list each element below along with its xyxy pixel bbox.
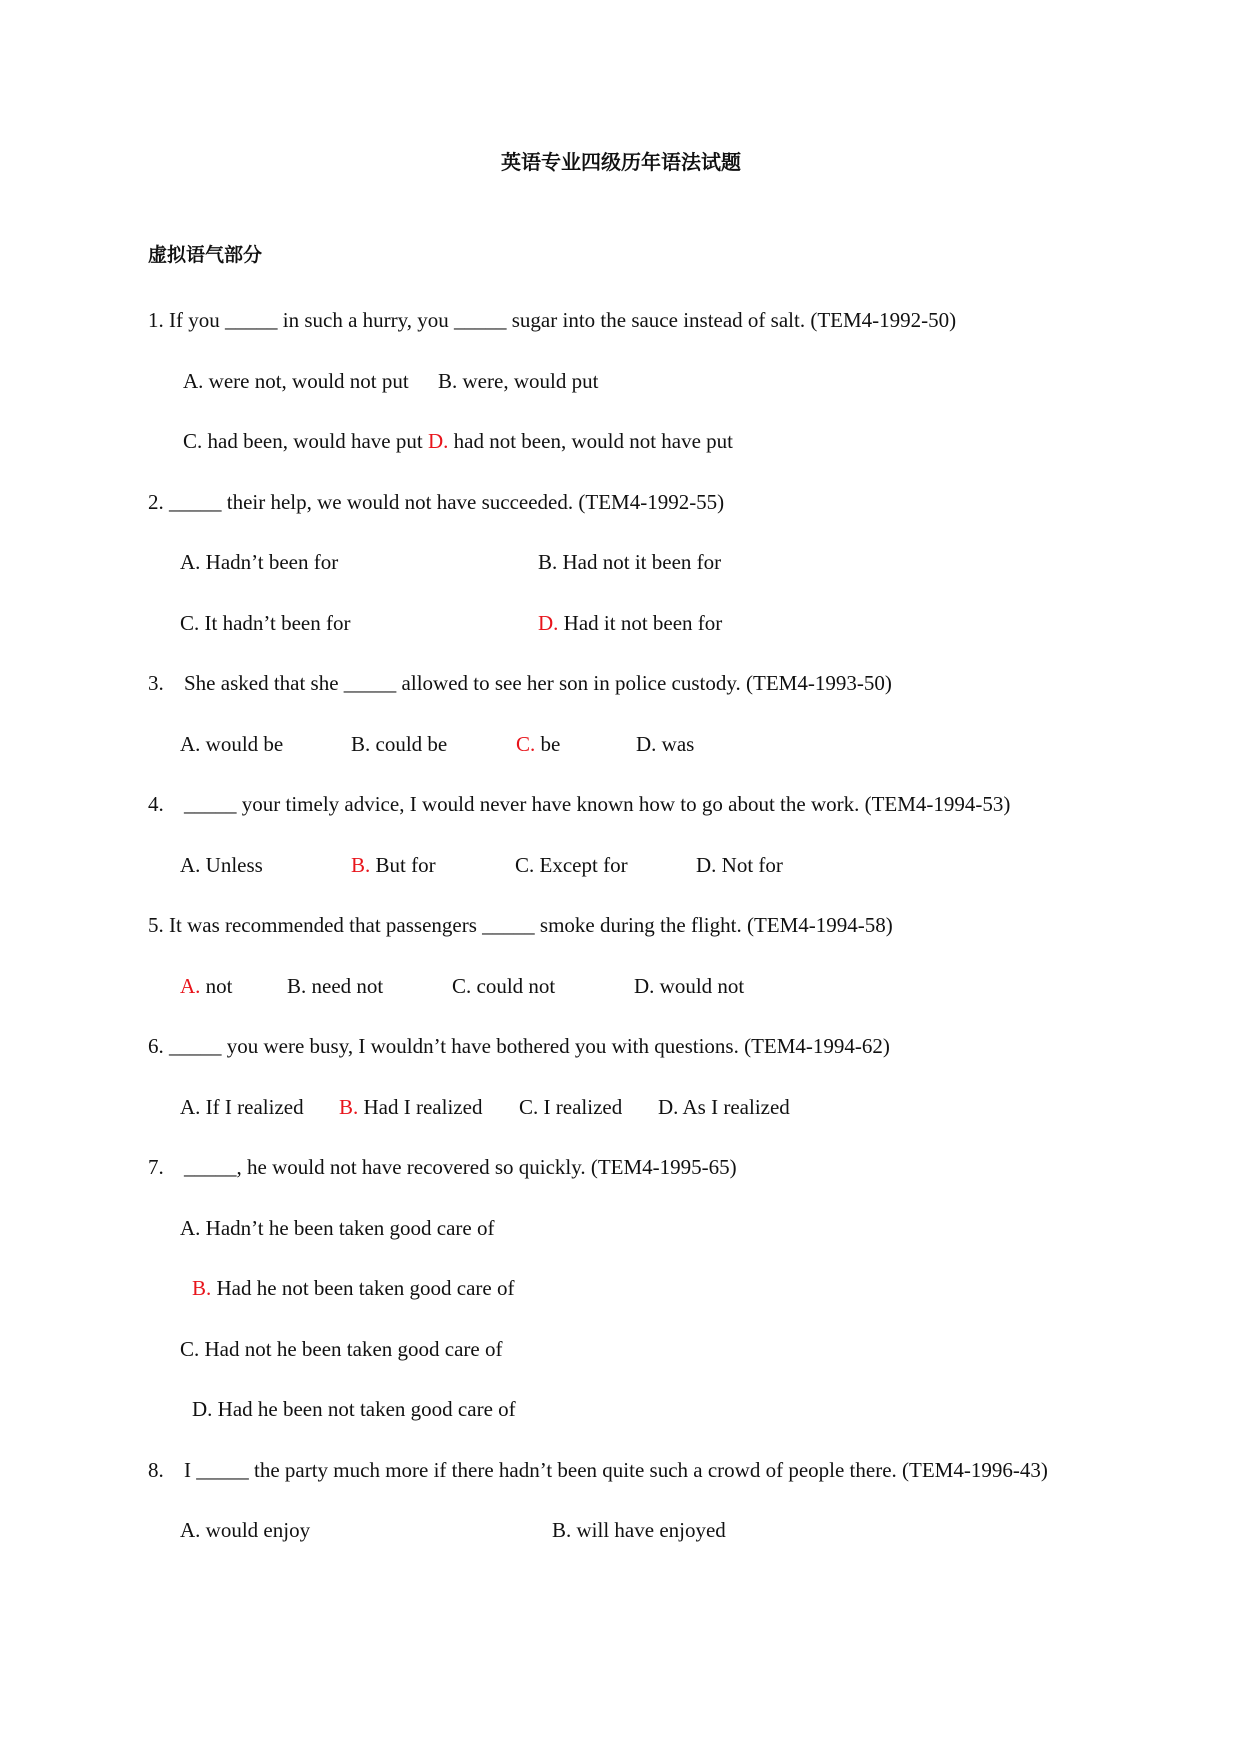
option-letter: D. — [538, 610, 559, 635]
answer-option[interactable] — [180, 1216, 495, 1240]
answer-option[interactable] — [180, 853, 263, 877]
option-letter: A. — [180, 1518, 201, 1542]
answer-option[interactable] — [180, 1337, 502, 1361]
option-text: had been, would have put — [202, 429, 423, 453]
answer-option[interactable] — [180, 732, 283, 756]
option-text: would enjoy — [200, 1518, 311, 1542]
option-text: It hadn’t been for — [199, 610, 351, 635]
question-number: 3. — [148, 671, 164, 695]
option-text: Had not it been for — [557, 550, 722, 574]
option-letter: B. — [287, 973, 307, 998]
option-text: As I realized — [678, 1094, 790, 1119]
answer-option[interactable] — [452, 974, 555, 998]
answer-option[interactable] — [658, 1095, 790, 1119]
answer-option[interactable] — [636, 732, 694, 756]
question-text: _____ you were busy, I wouldn’t have bothered you with questions. (TEM4-1994-62) — [163, 1034, 890, 1058]
option-text: were, would put — [457, 368, 599, 393]
answer-option[interactable] — [192, 1276, 514, 1300]
option-letter: A. — [183, 368, 204, 393]
option-letter: C. — [180, 1336, 200, 1361]
option-letter: B. — [538, 550, 558, 574]
option-line — [180, 1095, 304, 1119]
question-text: If you _____ in such a hurry, you _____ sugar into the sauce instead of salt. (TEM4-1992-50) — [163, 308, 957, 332]
question-stem — [148, 792, 1010, 816]
option-letter: D. — [192, 1397, 213, 1421]
option-line — [658, 1095, 790, 1119]
question-stem — [148, 1155, 737, 1179]
question-stem — [148, 913, 893, 937]
question-stem — [148, 308, 956, 332]
section-heading: 虚拟语气部分 — [148, 244, 263, 266]
option-letter: A. — [180, 852, 201, 877]
option-text: were not, would not put — [203, 368, 409, 393]
option-letter: C. — [180, 610, 200, 635]
option-text: Had it not been for — [558, 610, 723, 635]
option-letter: D. — [636, 731, 657, 756]
question-number: 4. — [148, 792, 164, 816]
answer-option[interactable] — [180, 550, 338, 574]
question-text: She asked that she _____ allowed to see her son in police custody. (TEM4-1993-50) — [184, 671, 892, 695]
option-letter: B. — [192, 1276, 212, 1300]
answer-option[interactable] — [516, 732, 560, 756]
option-text: could be — [370, 731, 448, 756]
answer-option[interactable] — [287, 974, 383, 998]
question-number: 7. — [148, 1155, 164, 1179]
option-letter: A. — [180, 1094, 201, 1119]
option-line — [351, 732, 447, 756]
answer-option[interactable] — [351, 732, 447, 756]
option-line — [180, 974, 233, 998]
answer-option[interactable] — [634, 974, 744, 998]
option-line — [180, 1216, 495, 1240]
answer-option[interactable] — [180, 974, 233, 998]
answer-option[interactable] — [180, 611, 351, 635]
option-line — [452, 974, 555, 998]
question-stem — [148, 1458, 1048, 1482]
option-text: Had he been not taken good care of — [212, 1397, 516, 1421]
option-line — [538, 550, 721, 574]
answer-option[interactable] — [696, 853, 783, 877]
option-text: Unless — [200, 852, 263, 877]
answer-option[interactable] — [428, 429, 733, 453]
answer-option[interactable] — [538, 611, 722, 635]
question-number: 1. — [148, 308, 164, 332]
question-number: 5. — [148, 913, 164, 937]
option-letter: B. — [339, 1094, 359, 1119]
answer-option[interactable] — [339, 1095, 482, 1119]
option-letter: A. — [180, 731, 201, 756]
option-line — [515, 853, 628, 877]
option-letter: D. — [634, 973, 655, 998]
answer-option[interactable] — [351, 853, 436, 877]
question-text: It was recommended that passengers _____ smoke during the flight. (TEM4-1994-58) — [163, 913, 893, 937]
option-text: I realized — [538, 1094, 623, 1119]
answer-option[interactable] — [515, 853, 628, 877]
option-letter: C. — [183, 429, 203, 453]
option-line — [538, 611, 722, 635]
option-letter: C. — [515, 852, 535, 877]
option-line — [696, 853, 783, 877]
option-letter: C. — [452, 973, 472, 998]
option-letter: A. — [180, 973, 201, 998]
question-text: _____ their help, we would not have succeeded. (TEM4-1992-55) — [163, 489, 725, 514]
option-text: not — [200, 973, 233, 998]
answer-option[interactable] — [538, 550, 721, 574]
option-line — [636, 732, 694, 756]
option-text: was — [656, 731, 695, 756]
option-text: Had not he been taken good care of — [199, 1336, 503, 1361]
answer-option[interactable] — [180, 1518, 310, 1542]
question-text: I _____ the party much more if there hadn’t been quite such a crowd of people there. (TEM4-1996-43) — [184, 1457, 1048, 1482]
option-line — [180, 1518, 310, 1542]
question-text: _____ your timely advice, I would never have known how to go about the work. (TEM4-1994-53) — [184, 792, 1011, 816]
question-text: _____, he would not have recovered so quickly. (TEM4-1995-65) — [184, 1155, 737, 1179]
option-line — [552, 1518, 726, 1542]
question-number: 6. — [148, 1034, 164, 1058]
option-text: need not — [306, 973, 384, 998]
option-letter: B. — [351, 731, 371, 756]
option-text: Hadn’t he been taken good care of — [200, 1215, 495, 1240]
question-number: 8. — [148, 1457, 164, 1482]
option-line — [180, 853, 263, 877]
option-text: would be — [200, 731, 284, 756]
option-text: Except for — [534, 852, 628, 877]
option-line — [180, 1337, 502, 1361]
answer-option[interactable] — [180, 1095, 304, 1119]
option-line — [339, 1095, 482, 1119]
option-line — [180, 611, 351, 635]
answer-option[interactable] — [183, 429, 423, 453]
answer-option[interactable] — [192, 1397, 516, 1421]
option-line — [192, 1397, 516, 1421]
option-line — [180, 550, 338, 574]
option-line — [183, 429, 733, 453]
option-line — [287, 974, 383, 998]
question-stem — [148, 490, 724, 514]
option-line — [192, 1276, 514, 1300]
document-title: 英语专业四级历年语法试题 — [501, 150, 741, 174]
option-line — [183, 369, 409, 393]
option-text: will have enjoyed — [571, 1518, 726, 1542]
option-line — [519, 1095, 622, 1119]
question-stem — [148, 671, 892, 695]
option-text: If I realized — [200, 1094, 304, 1119]
option-text: But for — [370, 852, 436, 877]
question-number: 2. — [148, 489, 164, 514]
option-letter: B. — [351, 852, 371, 877]
option-letter: A. — [180, 550, 201, 574]
option-line — [351, 853, 436, 877]
option-line — [180, 732, 283, 756]
option-letter: B. — [438, 368, 458, 393]
option-letter: D. — [658, 1094, 679, 1119]
option-line — [634, 974, 744, 998]
option-text: Had he not been taken good care of — [211, 1276, 515, 1300]
option-letter: D. — [427, 429, 449, 453]
option-letter: C. — [519, 1094, 539, 1119]
option-text: Had I realized — [358, 1094, 483, 1119]
option-text: had not been, would not have put — [448, 429, 733, 453]
answer-option[interactable] — [183, 369, 409, 393]
option-line — [516, 732, 560, 756]
answer-option[interactable] — [519, 1095, 622, 1119]
option-text: could not — [471, 973, 556, 998]
option-text: Not for — [716, 852, 783, 877]
option-letter: B. — [552, 1518, 572, 1542]
option-line — [438, 369, 598, 393]
question-stem — [148, 1034, 890, 1058]
answer-option[interactable] — [438, 369, 598, 393]
answer-option[interactable] — [552, 1518, 726, 1542]
option-letter: C. — [516, 731, 536, 756]
option-letter: A. — [180, 1215, 201, 1240]
option-text: Hadn’t been for — [200, 550, 339, 574]
option-text: would not — [654, 973, 745, 998]
option-letter: D. — [696, 852, 717, 877]
option-text: be — [535, 731, 561, 756]
